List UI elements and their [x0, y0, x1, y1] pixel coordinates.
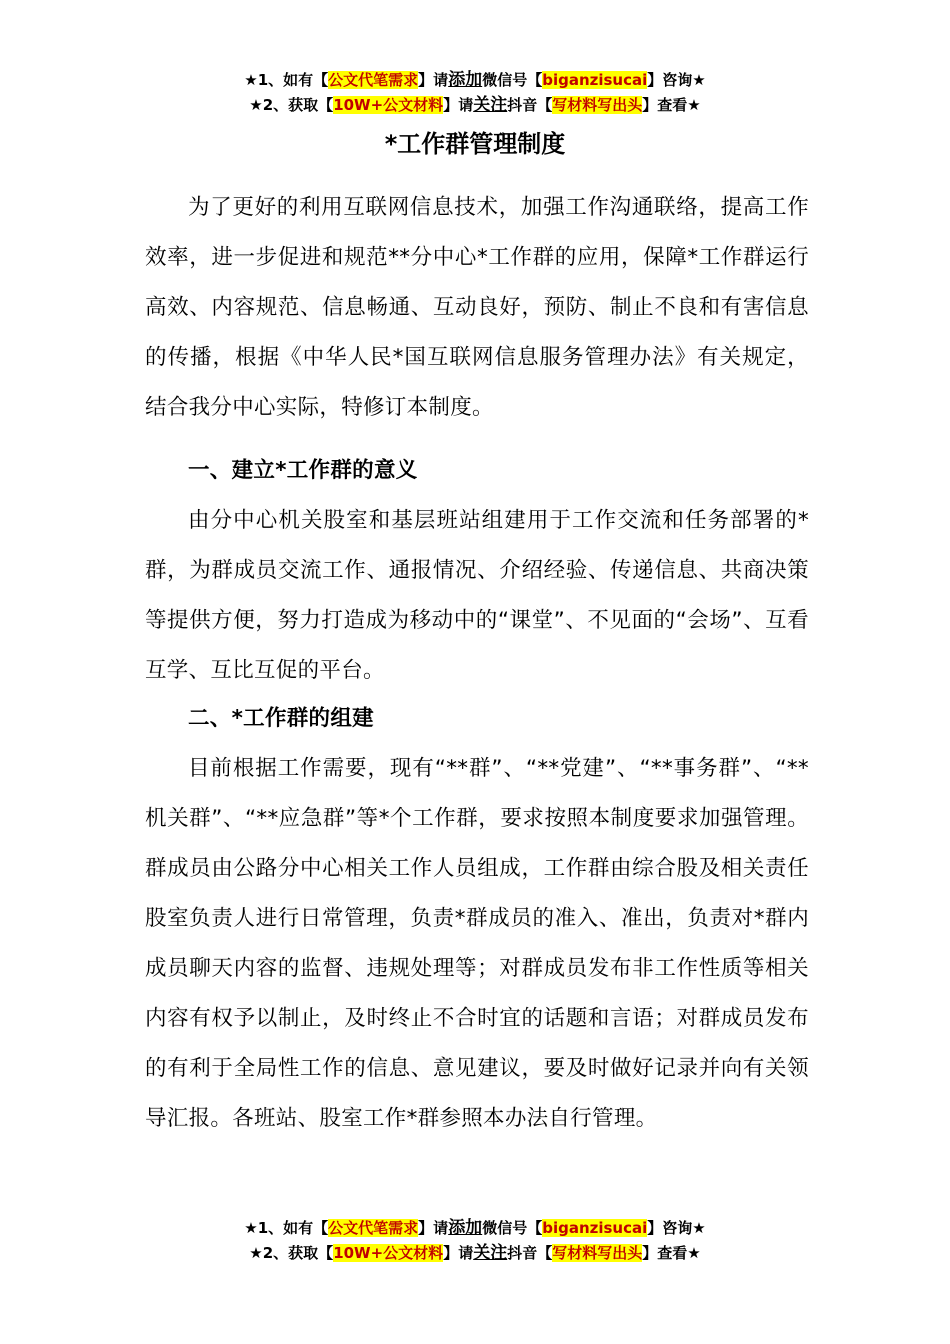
section-1-paragraph: 由分中心机关股室和基层班站组建用于工作交流和任务部署的*群，为群成员交流工作、通报情况、介绍经验、传递信息、共商决策等提供方便，努力打造成为移动中的“课堂”、不见面的“会场”、互看互学、互比互促的平台。 [145, 508, 809, 683]
document-title: *工作群管理制度 [384, 130, 566, 158]
promo-line-2: ★2、获取【10W+公文材料】请关注抖音【写材料写出头】查看★ [249, 95, 701, 115]
highlight-wechat-id: biganzisucai [542, 71, 648, 89]
highlight-materials: 10W+公文材料 [333, 1244, 444, 1262]
section-1-heading: 一、建立*工作群的意义 [188, 458, 418, 483]
highlight-ghostwriting: 公文代笔需求 [328, 1219, 419, 1237]
intro-section [145, 183, 809, 433]
highlight-wechat-id: biganzisucai [542, 1219, 648, 1237]
highlight-materials: 10W+公文材料 [333, 96, 444, 114]
highlight-ghostwriting: 公文代笔需求 [328, 71, 419, 89]
promo-banner-bottom [0, 1216, 950, 1266]
promo-line-1: ★1、如有【公文代笔需求】请添加微信号【biganzisucai】咨询★ [244, 70, 706, 90]
promo-banner-top [0, 68, 950, 118]
section-2-heading: 二、*工作群的组建 [188, 706, 374, 731]
highlight-douyin-account: 写材料写出头 [552, 96, 643, 114]
highlight-douyin-account: 写材料写出头 [552, 1244, 643, 1262]
section-2-paragraph: 目前根据工作需要，现有“**群”、“**党建”、“**事务群”、“**机关群”、“**应急群”等*个工作群，要求按照本制度要求加强管理。群成员由公路分中心相关工作人员组成，工作群由综合股及相关责任股室负责人进行日常管理，负责*群成员的准入、准出，负责对*群内成员聊天内容的监督、违规处理等；对群成员发布非工作性质等相关内容有权予以制止，及时终止不合时宜的话题和言语；对群成员发布的有利于全局性工作的信息、意见建议，要及时做好记录并向有关领导汇报。各班站、股室工作*群参照本办法自行管理。 [145, 756, 809, 1131]
section-1 [145, 446, 809, 696]
promo-line-2: ★2、获取【10W+公文材料】请关注抖音【写材料写出头】查看★ [249, 1243, 701, 1263]
intro-paragraph: 为了更好的利用互联网信息技术，加强工作沟通联络，提高工作效率，进一步促进和规范**分中心*工作群的应用，保障*工作群运行高效、内容规范、信息畅通、互动良好，预防、制止不良和有害信息的传播，根据《中华人民*国互联网信息服务管理办法》有关规定，结合我分中心实际，特修订本制度。 [145, 195, 809, 420]
promo-line-1: ★1、如有【公文代笔需求】请添加微信号【biganzisucai】咨询★ [244, 1218, 706, 1238]
section-2 [145, 694, 809, 1144]
